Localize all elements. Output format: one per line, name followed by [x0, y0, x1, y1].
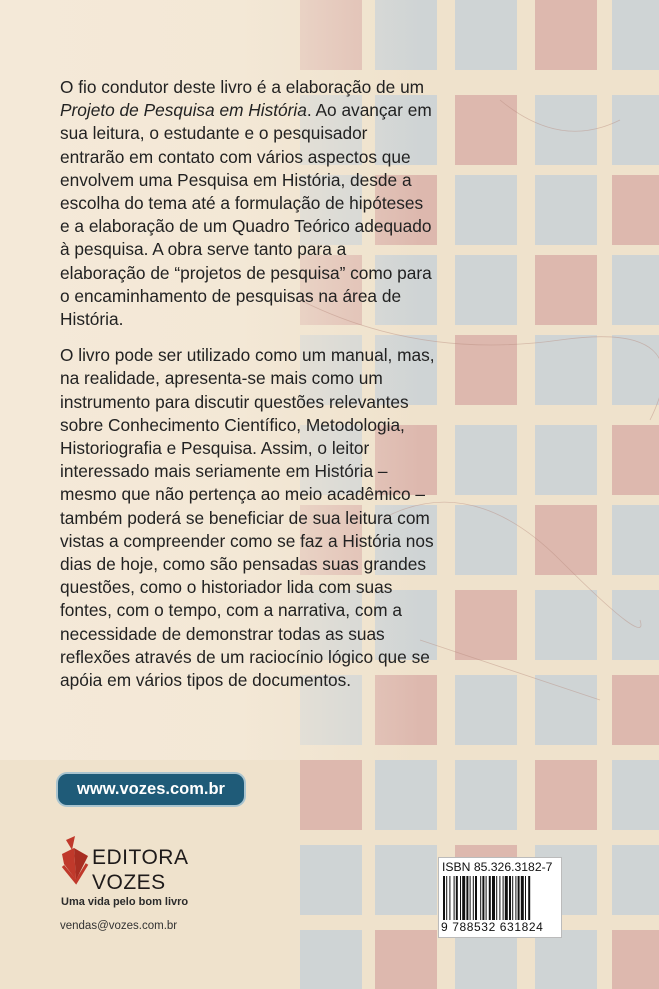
barcode-bar — [499, 876, 500, 920]
publisher-name-line2: VOZES — [92, 871, 166, 894]
back-cover-blurb — [60, 76, 435, 705]
background-square — [535, 255, 597, 325]
background-square — [300, 930, 362, 989]
background-square — [535, 760, 597, 830]
sales-email[interactable]: vendas@vozes.com.br — [60, 920, 178, 932]
blurb-paragraph-2: O livro pode ser utilizado como um manual, mas, na realidade, apresenta-se mais como um instrumento para discutir questões relevantes sobre Conhecimento Científico, Metodologia, Historiografia e Pesquisa. Assim, o leitor interessado mais seriamente em História – mesmo que não pertença ao meio acadêmico – também poderá se beneficiar de sua leitura com vistas a compreender como se faz a História nos dias de hoje, como são pensadas suas grandes questões, como o historiador lida com suas fontes, com o tempo, com a narrativa, com a necessidade de demonstrar todas as suas reflexões através de um raciocínio lógico que se apóia em vários tipos de documentos. — [60, 345, 435, 691]
barcode-bar — [473, 876, 474, 920]
background-square — [535, 930, 597, 989]
background-square — [612, 845, 659, 915]
background-square — [455, 590, 517, 660]
background-square — [455, 175, 517, 245]
background-square — [375, 930, 437, 989]
background-square — [455, 0, 517, 70]
background-square — [455, 255, 517, 325]
vozes-logo-icon — [60, 836, 90, 896]
background-square — [375, 845, 437, 915]
background-square — [300, 845, 362, 915]
barcode-bar — [449, 876, 450, 920]
background-square — [612, 425, 659, 495]
background-square — [612, 675, 659, 745]
barcode-bar — [496, 876, 497, 920]
background-square — [612, 590, 659, 660]
background-square — [535, 0, 597, 70]
background-square — [535, 590, 597, 660]
isbn-number: ISBN 85.326.3182-7 — [442, 860, 553, 874]
barcode-bar — [480, 876, 481, 920]
background-square — [455, 760, 517, 830]
background-square — [535, 675, 597, 745]
background-square — [612, 0, 659, 70]
barcode-bar — [462, 876, 465, 920]
barcode-bar — [456, 876, 458, 920]
barcode-bar — [521, 876, 524, 920]
background-square — [612, 95, 659, 165]
barcode-bar — [518, 876, 520, 920]
barcode-bar — [503, 876, 504, 920]
publisher-tagline: Uma vida pelo bom livro — [61, 896, 189, 908]
background-square — [455, 335, 517, 405]
barcode-bar — [525, 876, 526, 920]
barcode-bar — [446, 876, 447, 920]
background-square — [612, 255, 659, 325]
barcode-bar — [512, 876, 513, 920]
ean-digits: 9 788532 631824 — [441, 920, 544, 934]
publisher-logo — [60, 836, 220, 916]
background-square — [535, 425, 597, 495]
background-square — [535, 505, 597, 575]
blurb-paragraph-1: O fio condutor deste livro é a elaboração de um Projeto de Pesquisa em História. Ao avançar em sua leitura, o estudante e o pesquisador entrarão em contato com vários aspectos que envolvem uma Pesquisa em História, desde a escolha do tema até a formulação de hipóteses e a elaboração de um Quadro Teórico adequado à pesquisa. A obra serve tanto para a elaboração de “projetos de pesquisa” como para o encaminhamento de pesquisas na área de História. — [60, 77, 432, 330]
book-title-italic: Projeto de Pesquisa em História — [60, 100, 307, 121]
barcode-bar — [509, 876, 511, 920]
background-square — [300, 760, 362, 830]
barcode-bar — [515, 876, 516, 920]
background-square — [455, 425, 517, 495]
website-link[interactable]: www.vozes.com.br — [58, 774, 244, 805]
background-square — [375, 760, 437, 830]
background-square — [612, 505, 659, 575]
background-square — [612, 175, 659, 245]
barcode-bar — [466, 876, 468, 920]
background-square — [455, 675, 517, 745]
background-square — [455, 930, 517, 989]
background-square — [535, 335, 597, 405]
barcode-bar — [443, 876, 445, 920]
publisher-name-line1: EDITORA — [92, 846, 189, 869]
barcode-bar — [470, 876, 471, 920]
barcode-bar — [475, 876, 477, 920]
barcode-bar — [492, 876, 495, 920]
barcode-bar — [460, 876, 461, 920]
barcode-bar — [489, 876, 491, 920]
background-square — [612, 335, 659, 405]
barcode-bar — [454, 876, 455, 920]
background-square — [612, 930, 659, 989]
isbn-barcode — [438, 857, 562, 938]
background-square — [455, 505, 517, 575]
barcode-bar — [505, 876, 508, 920]
barcode-bars — [443, 876, 557, 920]
background-square — [535, 175, 597, 245]
barcode-bar — [486, 876, 487, 920]
barcode-bar — [528, 876, 530, 920]
background-square — [612, 760, 659, 830]
barcode-bar — [482, 876, 484, 920]
background-square — [455, 95, 517, 165]
